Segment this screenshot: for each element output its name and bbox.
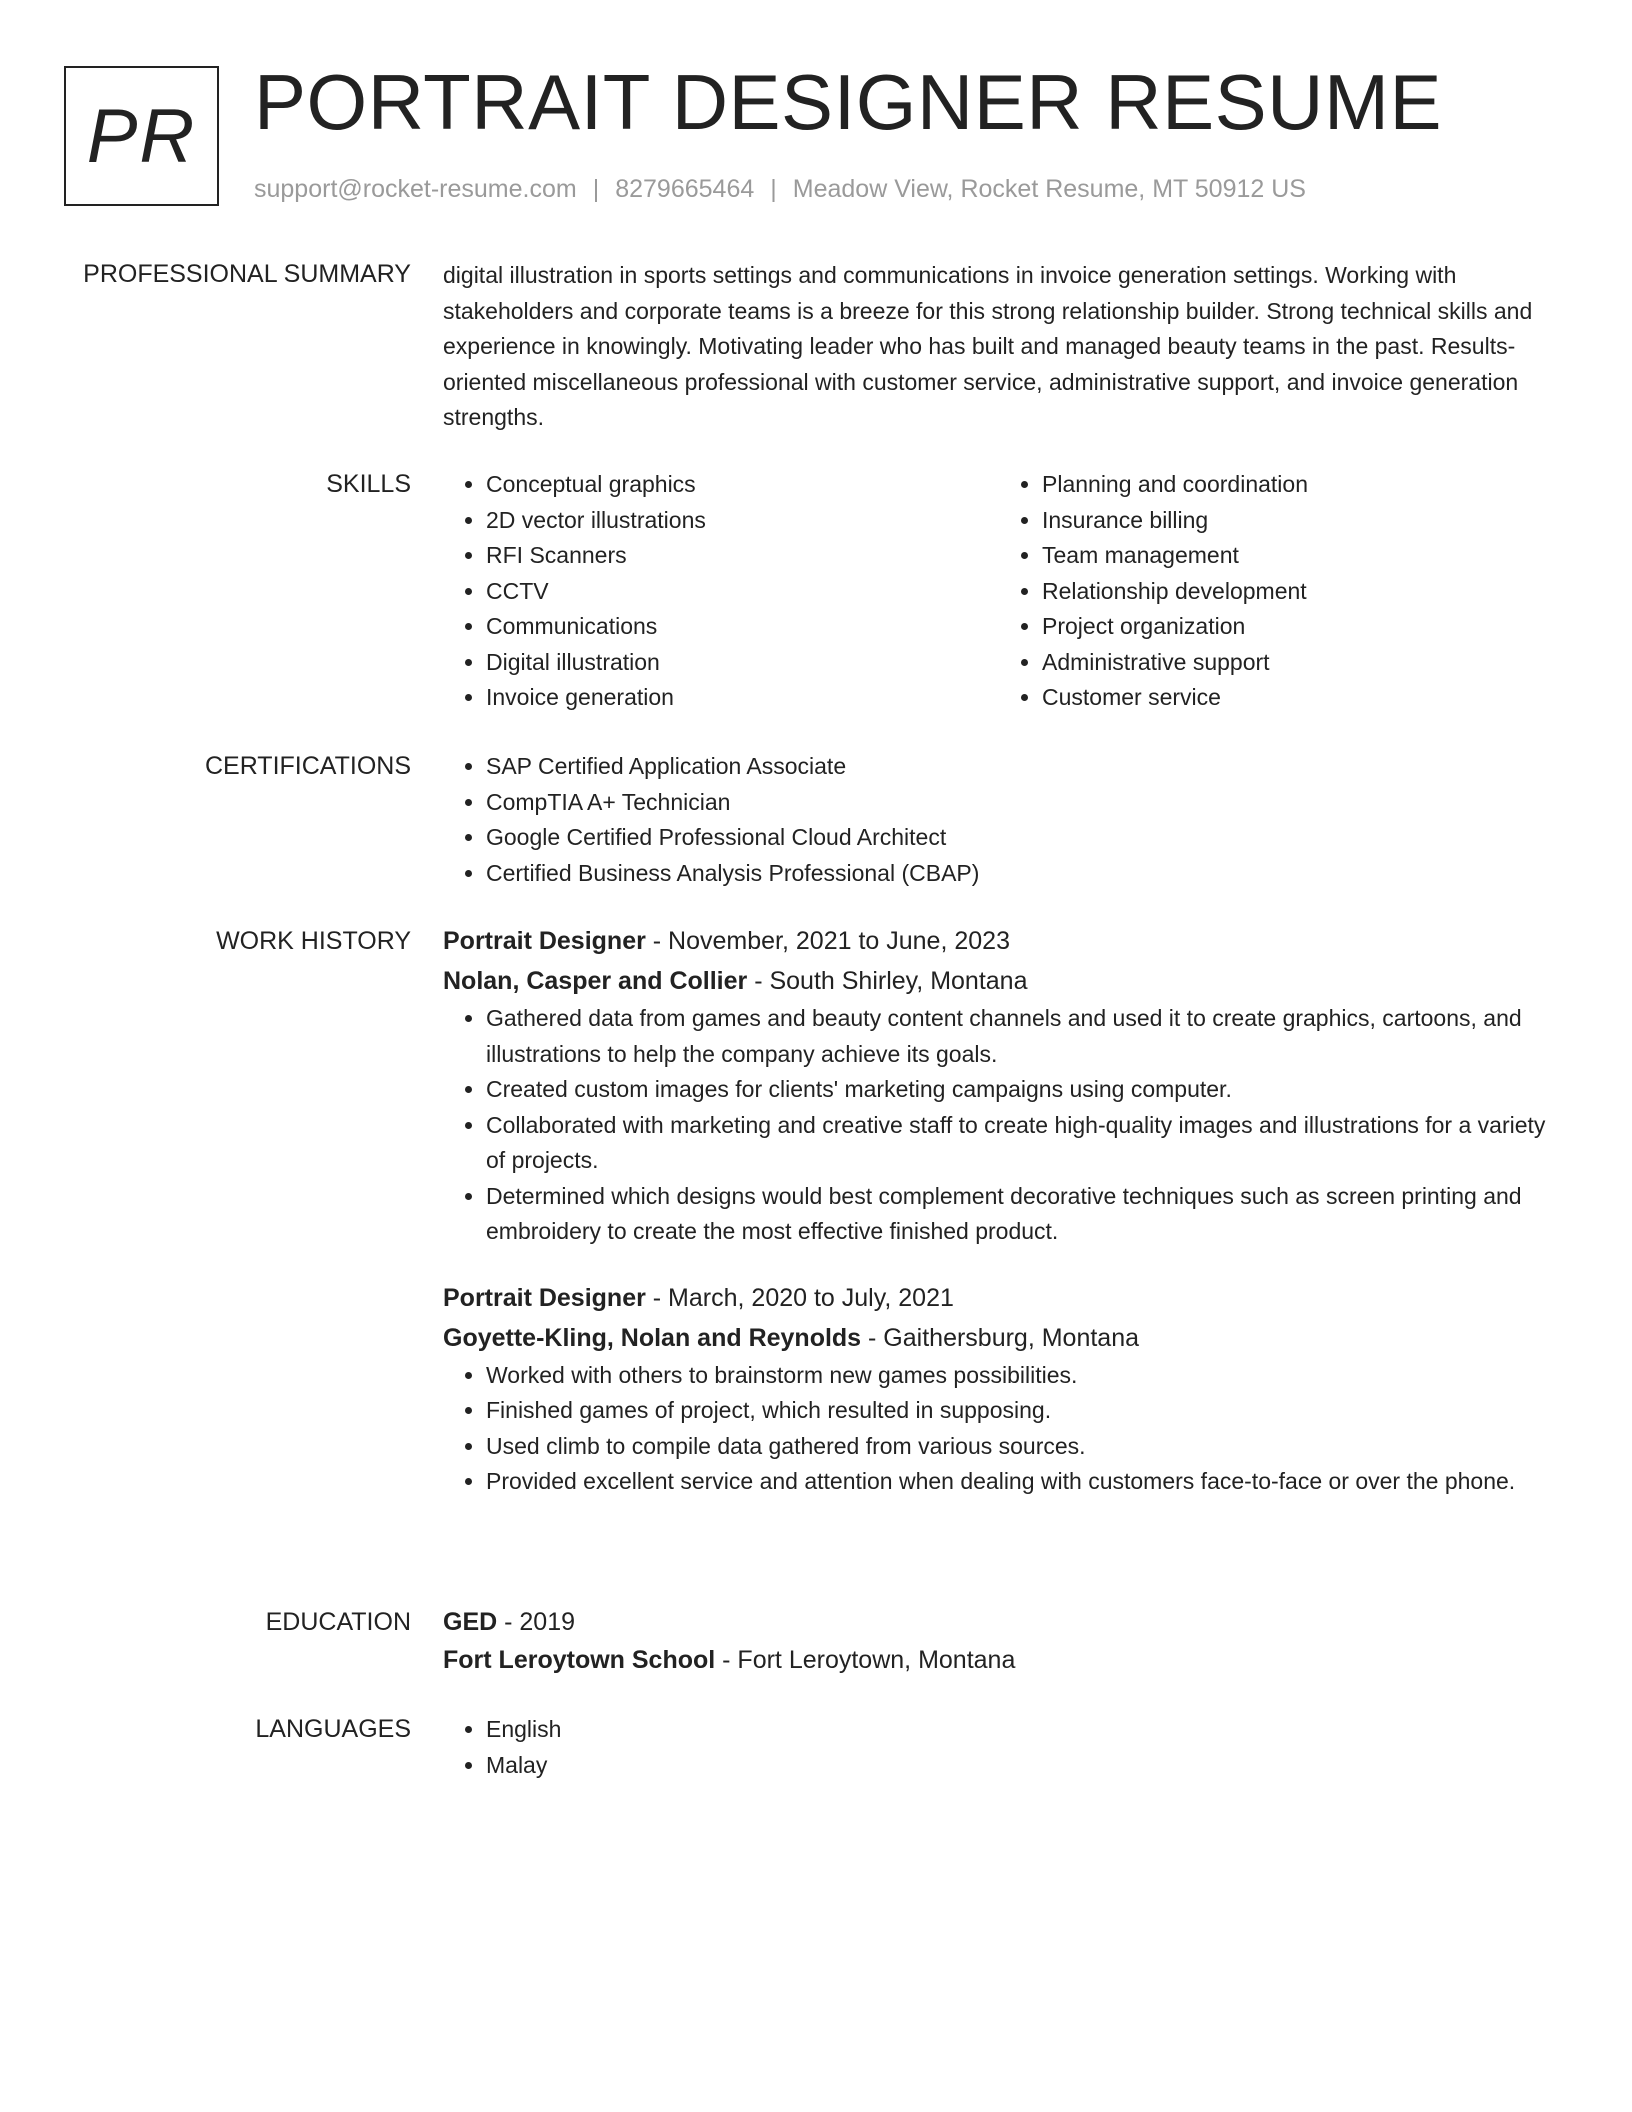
certification-item: • SAP Certified Application Associate <box>486 749 1555 785</box>
job-title: Portrait Designer <box>443 1283 646 1312</box>
certification-item: • Google Certified Professional Cloud Architect <box>486 820 1555 856</box>
job-location: - South Shirley, Montana <box>747 967 1028 995</box>
contact-separator: | <box>770 175 777 203</box>
skill-item: • Project organization <box>1042 609 1555 645</box>
certifications-content <box>443 749 1555 891</box>
contact-phone[interactable]: 8279665464 <box>615 175 755 203</box>
education-school: Fort Leroytown School <box>443 1646 716 1674</box>
monogram-logo: PR <box>64 66 219 206</box>
skill-item: • Relationship development <box>1042 574 1555 610</box>
section-label-certifications: CERTIFICATIONS <box>204 752 411 780</box>
job-dates: - November, 2021 to June, 2023 <box>645 927 1010 955</box>
skill-item: • Planning and coordination <box>1042 467 1555 503</box>
job-company: Goyette-Kling, Nolan and Reynolds <box>443 1323 862 1352</box>
language-item: • English <box>486 1712 1555 1748</box>
summary-content <box>443 258 1555 436</box>
contact-address: Meadow View, Rocket Resume, MT 50912 US <box>792 175 1306 203</box>
languages-list <box>443 1712 1555 1783</box>
skill-item: • Communications <box>486 609 999 645</box>
certification-item: • CompTIA A+ Technician <box>486 785 1555 821</box>
skill-item: • Team management <box>1042 538 1555 574</box>
education-location: - Fort Leroytown, Montana <box>715 1646 1016 1674</box>
skill-item: • Administrative support <box>1042 645 1555 681</box>
education-year: - 2019 <box>497 1608 576 1636</box>
section-label-education: EDUCATION <box>265 1608 411 1636</box>
education-degree: GED <box>443 1608 498 1636</box>
skill-item: • 2D vector illustrations <box>486 503 999 539</box>
job-duty-item: • Gathered data from games and beauty content channels and used it to create graphics, cartoons, and illustrations to help the company achieve its goals. <box>486 1001 1555 1072</box>
skill-item: • Invoice generation <box>486 680 999 716</box>
job-duty-item: • Determined which designs would best complement decorative techniques such as screen printing and embroidery to create the most effective finished product. <box>486 1179 1555 1250</box>
contact-line <box>254 172 1306 206</box>
languages-content <box>443 1712 1555 1783</box>
skill-item: • Insurance billing <box>1042 503 1555 539</box>
skill-item: • CCTV <box>486 574 999 610</box>
job-title: Portrait Designer <box>443 927 646 955</box>
job-duty-item: • Collaborated with marketing and creative staff to create high-quality images and illustrations for a variety of projects. <box>486 1108 1555 1179</box>
skills-columns <box>443 467 1555 716</box>
education-degree-line <box>443 1602 1555 1642</box>
skills-list-right <box>999 467 1555 716</box>
contact-email[interactable]: support@rocket-resume.com <box>254 175 577 203</box>
job-duties-list <box>443 1001 1555 1250</box>
job-company-line <box>443 1318 1555 1358</box>
language-item: • Malay <box>486 1748 1555 1784</box>
job-duty-item: • Provided excellent service and attention when dealing with customers face-to-face or over the phone. <box>486 1464 1555 1500</box>
summary-text: digital illustration in sports settings and communications in invoice generation settings. Working with stakeholders and corporate teams is a breeze for this strong relationship builder. Strong technical skills and experience in knowingly. Motivating leader who has built and managed beauty teams in the past. Results-oriented miscellaneous professional with customer service, administrative support, and invoice generation strengths. <box>443 262 1533 430</box>
resume-title: PORTRAIT DESIGNER RESUME <box>254 58 1442 146</box>
job-title-line <box>443 1278 1555 1318</box>
skills-list-left <box>443 467 999 716</box>
job-dates: - March, 2020 to July, 2021 <box>645 1283 954 1312</box>
work-history-content <box>443 921 1555 1500</box>
skill-item: • RFI Scanners <box>486 538 999 574</box>
job-title-line <box>443 921 1555 961</box>
certification-item: • Certified Business Analysis Professional (CBAP) <box>486 856 1555 892</box>
section-label-skills: SKILLS <box>326 470 411 498</box>
job-duty-item: • Finished games of project, which resulted in supposing. <box>486 1393 1555 1429</box>
certifications-list <box>443 749 1555 891</box>
skill-item: • Conceptual graphics <box>486 467 999 503</box>
education-content <box>443 1602 1555 1678</box>
job-company: Nolan, Casper and Collier <box>443 967 748 995</box>
job-duty-item: • Created custom images for clients' marketing campaigns using computer. <box>486 1072 1555 1108</box>
section-label-languages: LANGUAGES <box>255 1715 411 1743</box>
skill-item: • Digital illustration <box>486 645 999 681</box>
contact-separator: | <box>592 175 600 203</box>
job-company-line <box>443 961 1555 1001</box>
job-duty-item: • Used climb to compile data gathered from various sources. <box>486 1429 1555 1465</box>
job-entry <box>443 921 1555 1250</box>
job-location: - Gaithersburg, Montana <box>861 1323 1140 1352</box>
job-duty-item: • Worked with others to brainstorm new games possibilities. <box>486 1358 1555 1394</box>
education-school-line <box>443 1642 1555 1678</box>
job-duties-list <box>443 1358 1555 1500</box>
job-entry <box>443 1278 1555 1500</box>
skill-item: • Customer service <box>1042 680 1555 716</box>
section-label-work-history: WORK HISTORY <box>216 927 411 955</box>
section-label-summary: PROFESSIONAL SUMMARY <box>83 260 411 288</box>
